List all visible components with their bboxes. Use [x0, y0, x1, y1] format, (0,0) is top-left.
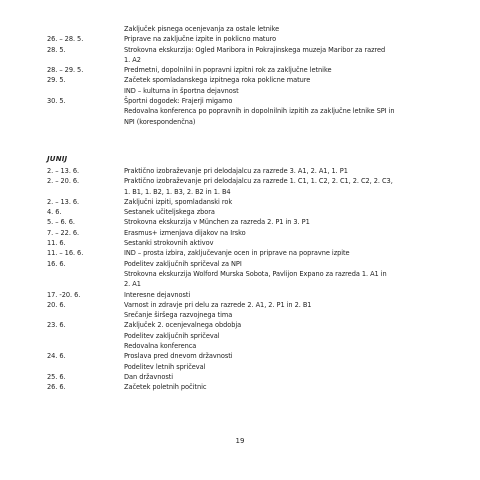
row-date: 17. -20. 6.	[47, 290, 81, 299]
row-description: Varnost in zdravje pri delu za razrede 2. A1, 2. P1 in 2. B1	[124, 300, 312, 309]
schedule-row	[0, 45, 480, 55]
schedule-row	[0, 106, 480, 116]
june-schedule	[0, 166, 480, 393]
page-number: 19	[235, 437, 245, 445]
row-date: 11. – 16. 6.	[47, 249, 84, 258]
schedule-row	[0, 238, 480, 248]
row-date: 29. 5.	[47, 76, 66, 85]
schedule-row	[0, 176, 480, 186]
schedule-row	[0, 279, 480, 289]
schedule-row	[0, 75, 480, 85]
schedule-row	[0, 382, 480, 392]
row-date: 2. – 13. 6.	[47, 197, 80, 206]
row-date: 30. 5.	[47, 97, 66, 106]
may-schedule	[0, 24, 480, 127]
row-date: 26. – 28. 5.	[47, 35, 84, 44]
schedule-row	[0, 228, 480, 238]
schedule-row	[0, 55, 480, 65]
row-date: 28. – 29. 5.	[47, 66, 84, 75]
row-description: Zaključni izpiti, spomladanski rok	[124, 197, 233, 206]
row-description: Proslava pred dnevom državnosti	[124, 352, 233, 361]
schedule-row	[0, 269, 480, 279]
row-description: 1. A2	[124, 55, 141, 64]
row-description: Srečanje širšega razvojnega tima	[124, 311, 233, 320]
row-date: 2. – 20. 6.	[47, 177, 80, 186]
row-description: 2. A1	[124, 280, 141, 289]
schedule-row	[0, 351, 480, 361]
row-date: 28. 5.	[47, 45, 66, 54]
row-description: Interesne dejavnosti	[124, 290, 191, 299]
row-date: 2. – 13. 6.	[47, 167, 80, 175]
row-description: Sestanki strokovnih aktivov	[124, 239, 214, 248]
row-description: Zaključek pisnega ocenjevanja za ostale letnike	[124, 25, 280, 33]
row-date: 11. 6.	[47, 239, 66, 248]
row-date: 4. 6.	[47, 208, 62, 217]
row-date: 24. 6.	[47, 352, 66, 361]
schedule-row	[0, 96, 480, 106]
row-date: 20. 6.	[47, 300, 66, 309]
row-description: Strokovna ekskurzija v München za razreda 2. P1 in 3. P1	[124, 218, 310, 227]
row-description: 1. B1, 1. B2, 1. B3, 2. B2 in 1. B4	[124, 187, 231, 196]
row-date: 25. 6.	[47, 372, 66, 381]
row-description: Redovalna konferenca po popravnih in dopolnilnih izpitih za zaključne letnike SPI in	[124, 107, 395, 116]
schedule-row	[0, 341, 480, 351]
row-description: Podelitev zaključnih spričeval za NPI	[124, 259, 242, 268]
row-date: 23. 6.	[47, 321, 66, 330]
schedule-row	[0, 310, 480, 320]
schedule-row	[0, 117, 480, 127]
row-description: Predmetni, dopolnilni in popravni izpitni rok za zaključne letnike	[124, 66, 332, 75]
schedule-row	[0, 248, 480, 258]
schedule-row	[0, 217, 480, 227]
row-description: Priprave na zaključne izpite in poklicno maturo	[124, 35, 277, 44]
row-description: Praktično izobraževanje pri delodajalcu za razrede 3. A1, 2. A1, 1. P1	[124, 167, 348, 175]
row-description: IND – prosta izbira, zaključevanje ocen in priprave na popravne izpite	[124, 249, 350, 258]
schedule-row	[0, 24, 480, 34]
schedule-row	[0, 65, 480, 75]
row-description: Strokovna ekskurzija Wolford Murska Sobota, Pavlijon Expano za razreda 1. A1 in	[124, 269, 387, 278]
row-date: 5. – 6. 6.	[47, 218, 75, 227]
row-description: Podelitev zaključnih spričeval	[124, 331, 220, 340]
row-description: Strokovna ekskurzija: Ogled Maribora in Pokrajinskega muzeja Maribor za razred	[124, 45, 386, 54]
row-description: NPI (korespondenčna)	[124, 117, 196, 126]
row-description: Dan državnosti	[124, 372, 174, 381]
row-date: 26. 6.	[47, 383, 66, 392]
schedule-row	[0, 372, 480, 382]
row-description: Podelitev letnih spričeval	[124, 362, 206, 371]
schedule-row	[0, 331, 480, 341]
schedule-row	[0, 207, 480, 217]
row-description: Erasmus+ izmenjava dijakov na Irsko	[124, 228, 246, 237]
row-description: Zaključek 2. ocenjevalnega obdobja	[124, 321, 242, 330]
schedule-row	[0, 320, 480, 330]
schedule-row	[0, 197, 480, 207]
schedule-row	[0, 300, 480, 310]
month-heading-june: JUNIJ	[47, 155, 68, 163]
schedule-row	[0, 259, 480, 269]
row-date: 7. – 22. 6.	[47, 228, 80, 237]
row-description: IND – kulturna in športna dejavnost	[124, 86, 239, 95]
schedule-row	[0, 86, 480, 96]
schedule-row	[0, 362, 480, 372]
row-description: Praktično izobraževanje pri delodajalcu za razrede 1. C1, 1. C2, 2. C1, 2. C2, 2. C3,	[124, 177, 393, 186]
row-description: Redovalna konferenca	[124, 342, 197, 351]
schedule-row	[0, 166, 480, 176]
row-description: Sestanek učiteljskega zbora	[124, 208, 215, 217]
schedule-row	[0, 187, 480, 197]
row-date: 16. 6.	[47, 259, 66, 268]
row-description: Začetek poletnih počitnic	[124, 383, 207, 392]
schedule-row	[0, 34, 480, 44]
schedule-row	[0, 290, 480, 300]
row-description: Športni dogodek: Frajerji migamo	[124, 97, 233, 106]
row-description: Začetek spomladanskega izpitnega roka poklicne mature	[124, 76, 311, 85]
